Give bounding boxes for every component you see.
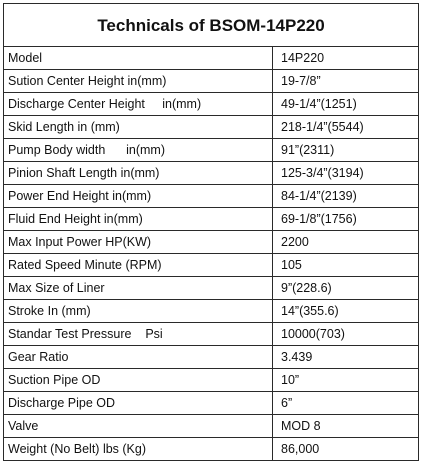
spec-label: Max Size of Liner [4, 277, 273, 300]
spec-value: 10” [273, 369, 419, 392]
table-row [4, 139, 419, 162]
table-row [4, 185, 419, 208]
table-row [4, 254, 419, 277]
spec-label: Weight (No Belt) lbs (Kg) [4, 438, 273, 461]
spec-label: Sution Center Height in(mm) [4, 70, 273, 93]
spec-value: 125-3/4”(3194) [273, 162, 419, 185]
table-row [4, 392, 419, 415]
spec-value: 2200 [273, 231, 419, 254]
spec-label: Fluid End Height in(mm) [4, 208, 273, 231]
spec-label: Discharge Pipe OD [4, 392, 273, 415]
spec-value: 14P220 [273, 47, 419, 70]
spec-label: Skid Length in (mm) [4, 116, 273, 139]
table-row [4, 346, 419, 369]
spec-value: 218-1/4”(5544) [273, 116, 419, 139]
table-row [4, 415, 419, 438]
specifications-table [3, 3, 419, 461]
table-row [4, 438, 419, 461]
table-row [4, 47, 419, 70]
table-row [4, 162, 419, 185]
table-row [4, 369, 419, 392]
spec-value: MOD 8 [273, 415, 419, 438]
table-row [4, 93, 419, 116]
spec-label: Model [4, 47, 273, 70]
spec-value: 105 [273, 254, 419, 277]
spec-value: 10000(703) [273, 323, 419, 346]
table-row [4, 277, 419, 300]
spec-label: Standar Test Pressure Psi [4, 323, 273, 346]
spec-label: Gear Ratio [4, 346, 273, 369]
spec-label: Stroke In (mm) [4, 300, 273, 323]
table-row [4, 323, 419, 346]
spec-value: 86,000 [273, 438, 419, 461]
spec-label: Power End Height in(mm) [4, 185, 273, 208]
specifications-body [4, 47, 419, 461]
spec-label: Pinion Shaft Length in(mm) [4, 162, 273, 185]
table-row [4, 300, 419, 323]
table-title: Technicals of BSOM-14P220 [4, 4, 419, 47]
spec-value: 19-7/8” [273, 70, 419, 93]
spec-value: 49-1/4”(1251) [273, 93, 419, 116]
spec-label: Suction Pipe OD [4, 369, 273, 392]
spec-value: 91”(2311) [273, 139, 419, 162]
spec-value: 14”(355.6) [273, 300, 419, 323]
table-row [4, 116, 419, 139]
table-row [4, 70, 419, 93]
spec-label: Max Input Power HP(KW) [4, 231, 273, 254]
table-row [4, 231, 419, 254]
spec-label: Rated Speed Minute (RPM) [4, 254, 273, 277]
spec-value: 69-1/8”(1756) [273, 208, 419, 231]
spec-label: Discharge Center Height in(mm) [4, 93, 273, 116]
table-row [4, 208, 419, 231]
spec-label: Valve [4, 415, 273, 438]
spec-value: 84-1/4”(2139) [273, 185, 419, 208]
spec-label: Pump Body width in(mm) [4, 139, 273, 162]
spec-value: 9”(228.6) [273, 277, 419, 300]
spec-value: 6” [273, 392, 419, 415]
spec-value: 3.439 [273, 346, 419, 369]
